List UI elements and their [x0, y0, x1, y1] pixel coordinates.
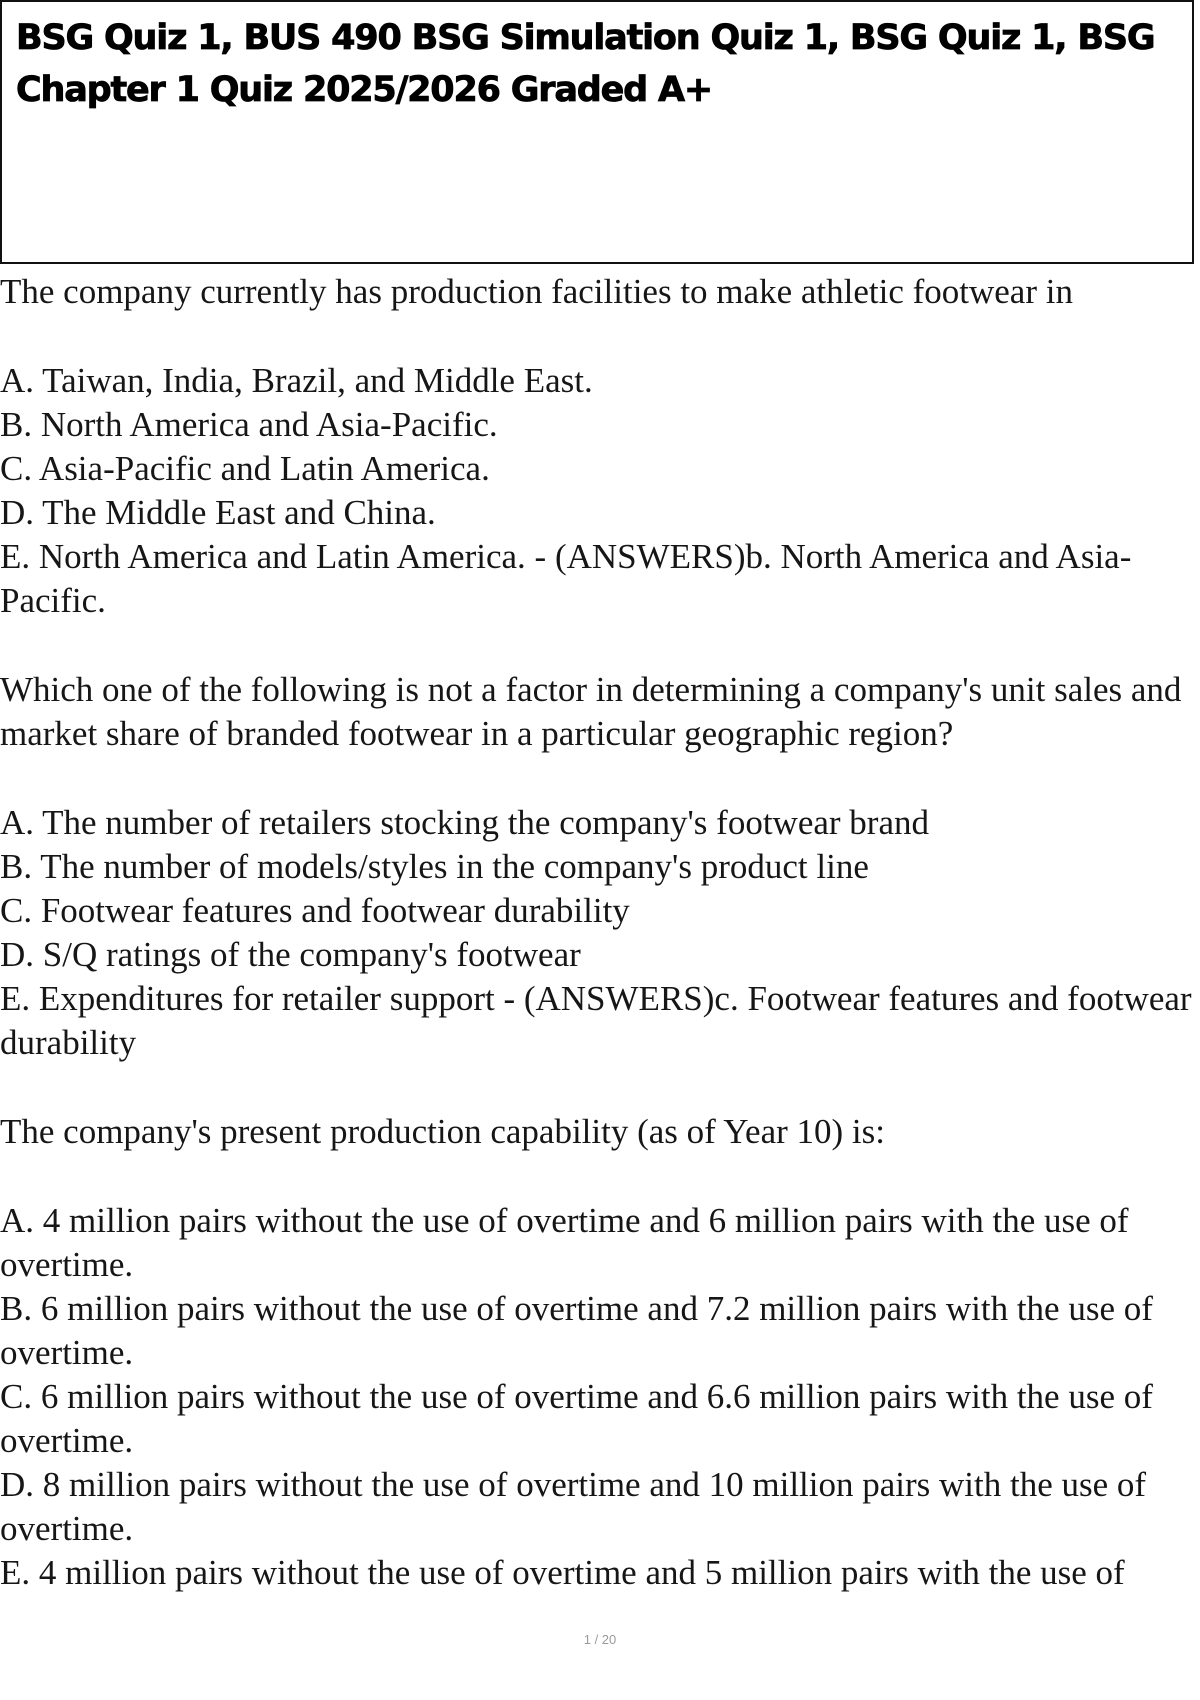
spacer: [0, 756, 1196, 801]
answer-option: D. 8 million pairs without the use of overtime and 10 million pairs with the use of overtime.: [0, 1465, 1147, 1548]
document-body: [0, 270, 1196, 1595]
answer-option: B. 6 million pairs without the use of overtime and 7.2 million pairs with the use of overtime.: [0, 1289, 1153, 1372]
question-prompt: Which one of the following is not a factor in determining a company's unit sales and market share of branded footwear in a particular geographic region?: [0, 670, 1191, 753]
question-block: [0, 668, 1196, 1065]
spacer: [0, 314, 1196, 359]
answer-option: D. S/Q ratings of the company's footwear: [0, 935, 581, 974]
answer-option: A. 4 million pairs without the use of overtime and 6 million pairs with the use of overtime.: [0, 1201, 1129, 1284]
question-prompt: The company's present production capability (as of Year 10) is:: [0, 1112, 885, 1151]
answer-option: C. Asia-Pacific and Latin America.: [0, 449, 490, 488]
answer-option-with-answer: E. Expenditures for retailer support - (ANSWERS)c. Footwear features and footwear durability: [0, 979, 1192, 1062]
answer-option: A. Taiwan, India, Brazil, and Middle East.: [0, 361, 593, 400]
answer-option: E. 4 million pairs without the use of overtime and 5 million pairs with the use of: [0, 1553, 1125, 1592]
answer-option: A. The number of retailers stocking the company's footwear brand: [0, 803, 929, 842]
answer-option: B. North America and Asia-Pacific.: [0, 405, 498, 444]
spacer: [0, 1154, 1196, 1199]
spacer: [0, 1065, 1196, 1110]
question-prompt: The company currently has production facilities to make athletic footwear in: [0, 272, 1073, 311]
answer-option: C. 6 million pairs without the use of overtime and 6.6 million pairs with the use of overtime.: [0, 1377, 1153, 1460]
question-block: [0, 1110, 1196, 1595]
answer-option-with-answer: E. North America and Latin America. - (ANSWERS)b. North America and Asia-Pacific.: [0, 537, 1132, 620]
answer-option: C. Footwear features and footwear durability: [0, 891, 630, 930]
question-block: [0, 270, 1196, 623]
document-title: BSG Quiz 1, BUS 490 BSG Simulation Quiz 1, BSG Quiz 1, BSG Chapter 1 Quiz 2025/2026 Graded A+: [16, 18, 1155, 110]
spacer: [0, 623, 1196, 668]
answer-option: B. The number of models/styles in the company's product line: [0, 847, 869, 886]
title-box: [0, 0, 1194, 264]
page-indicator: 1 / 20: [583, 1632, 617, 1647]
answer-option: D. The Middle East and China.: [0, 493, 436, 532]
